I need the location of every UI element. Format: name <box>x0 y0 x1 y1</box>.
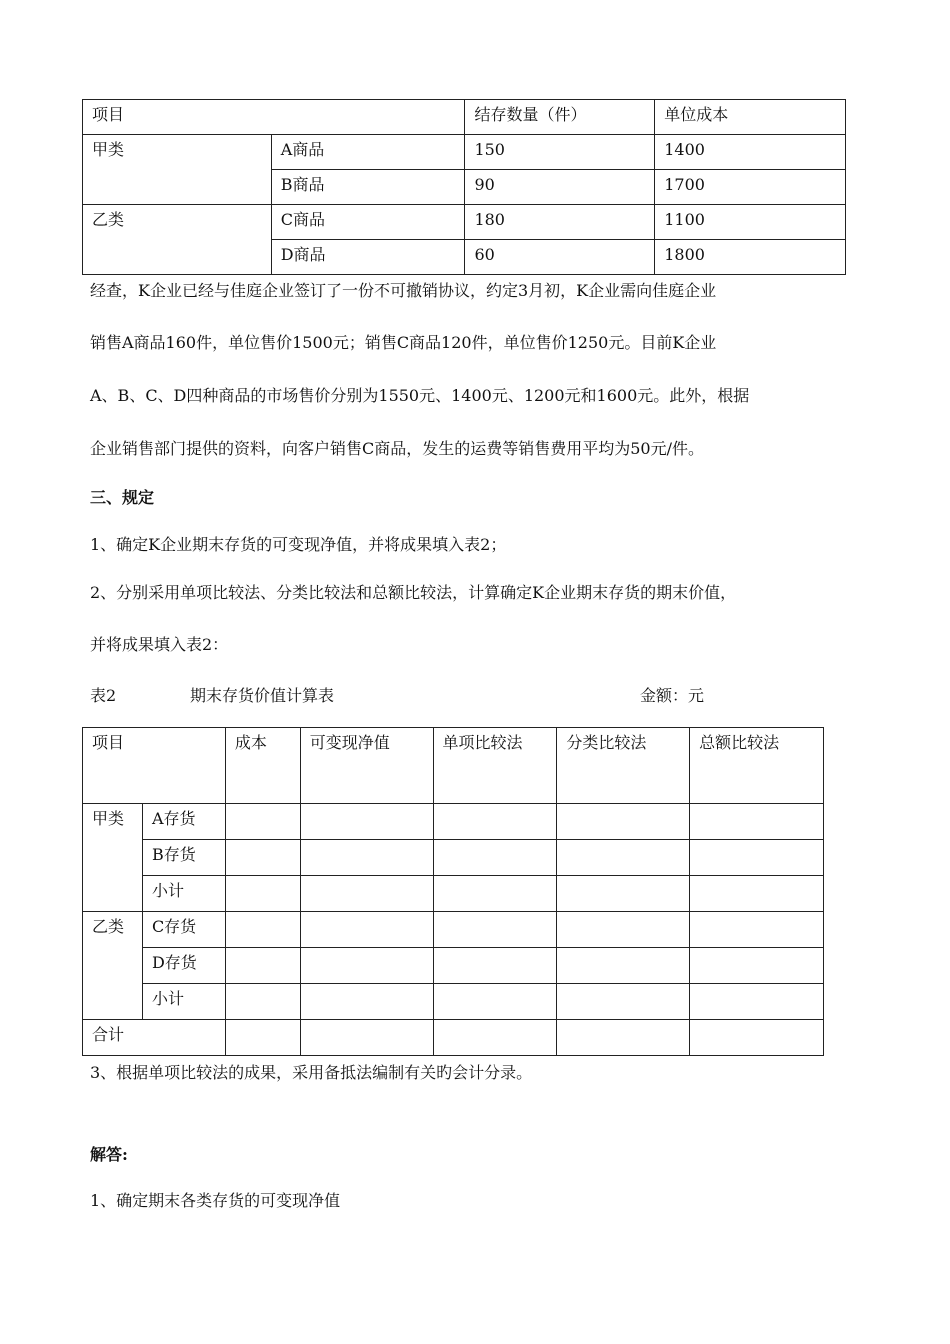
blank-cell <box>557 984 690 1020</box>
requirement-2-cont: 并将成果填入表2： <box>90 635 229 654</box>
blank-cell <box>690 840 824 876</box>
item-cell: C存货 <box>142 912 225 948</box>
requirement-3: 3、根据单项比较法的成果，采用备抵法编制有关旳会计分录。 <box>90 1063 533 1082</box>
requirement-2: 2、分别采用单项比较法、分类比较法和总额比较法，计算确定K企业期末存货的期末价值， <box>90 583 737 602</box>
blank-cell <box>225 948 300 984</box>
group-label: 甲类 <box>83 804 143 912</box>
col-header-nrv: 可变现净值 <box>300 728 433 804</box>
qty-cell: 150 <box>465 135 655 170</box>
item-cell: D商品 <box>271 240 465 275</box>
table-unit: 金额：元 <box>640 686 705 705</box>
table-number: 表2 <box>90 686 117 705</box>
item-cell: A存货 <box>142 804 225 840</box>
cost-cell: 1100 <box>655 205 846 240</box>
qty-cell: 180 <box>465 205 655 240</box>
group-label: 甲类 <box>83 135 272 205</box>
col-header-cost: 单位成本 <box>655 100 846 135</box>
blank-cell <box>433 948 557 984</box>
blank-cell <box>433 804 557 840</box>
blank-cell <box>433 912 557 948</box>
answer-1: 1、确定期末各类存货的可变现净值 <box>90 1191 341 1210</box>
blank-cell <box>433 984 557 1020</box>
cost-cell: 1400 <box>655 135 846 170</box>
blank-cell <box>300 804 433 840</box>
item-cell: B存货 <box>142 840 225 876</box>
table-row <box>83 840 824 876</box>
cost-cell: 1700 <box>655 170 846 205</box>
paragraph-line: 销售A商品160件，单位售价1500元；销售C商品120件，单位售价1250元。目前K企业 <box>90 333 717 352</box>
item-cell: D存货 <box>142 948 225 984</box>
cost-cell: 1800 <box>655 240 846 275</box>
item-cell: 小计 <box>142 984 225 1020</box>
item-cell: 小计 <box>142 876 225 912</box>
col-header-category-method: 分类比较法 <box>557 728 690 804</box>
blank-cell <box>300 840 433 876</box>
answer-heading: 解答: <box>90 1145 128 1164</box>
col-header-item: 项目 <box>83 728 226 804</box>
blank-cell <box>557 804 690 840</box>
blank-cell <box>300 912 433 948</box>
blank-cell <box>690 876 824 912</box>
item-cell: C商品 <box>271 205 465 240</box>
blank-cell <box>433 1020 557 1056</box>
table-title: 期末存货价值计算表 <box>190 686 335 705</box>
item-cell: B商品 <box>271 170 465 205</box>
table-row <box>83 876 824 912</box>
table-row <box>83 948 824 984</box>
table-row <box>83 135 846 170</box>
blank-cell <box>225 912 300 948</box>
section-heading: 三、规定 <box>90 488 155 507</box>
table-caption <box>90 683 790 705</box>
blank-cell <box>225 876 300 912</box>
table-row <box>83 205 846 240</box>
blank-cell <box>557 876 690 912</box>
paragraph-line: 经查，K企业已经与佳庭企业签订了一份不可撤销协议，约定3月初，K企业需向佳庭企业 <box>90 281 717 300</box>
blank-cell <box>300 876 433 912</box>
group-label: 乙类 <box>83 912 143 1020</box>
blank-cell <box>300 948 433 984</box>
table-row <box>83 984 824 1020</box>
table-row <box>83 1020 824 1056</box>
blank-cell <box>225 804 300 840</box>
blank-cell <box>433 840 557 876</box>
blank-cell <box>690 804 824 840</box>
blank-cell <box>300 984 433 1020</box>
blank-cell <box>690 912 824 948</box>
blank-cell <box>557 948 690 984</box>
requirement-1: 1、确定K企业期末存货的可变现净值，并将成果填入表2； <box>90 535 507 554</box>
col-header-total-method: 总额比较法 <box>690 728 824 804</box>
group-label: 乙类 <box>83 205 272 275</box>
paragraph-line: A、B、C、D四种商品的市场售价分别为1550元、1400元、1200元和1600元。此外，根据 <box>90 386 750 405</box>
table-row <box>83 912 824 948</box>
table-row <box>83 100 846 135</box>
col-header-item-method: 单项比较法 <box>433 728 557 804</box>
paragraph-line: 企业销售部门提供的资料，向客户销售C商品，发生的运费等销售费用平均为50元/件。 <box>90 439 704 458</box>
blank-cell <box>690 1020 824 1056</box>
blank-cell <box>690 984 824 1020</box>
blank-cell <box>557 912 690 948</box>
item-cell: A商品 <box>271 135 465 170</box>
blank-cell <box>225 1020 300 1056</box>
col-header-cost: 成本 <box>225 728 300 804</box>
col-header-item: 项目 <box>83 100 465 135</box>
inventory-table <box>82 99 846 275</box>
table-row <box>83 804 824 840</box>
col-header-qty: 结存数量（件） <box>465 100 655 135</box>
qty-cell: 60 <box>465 240 655 275</box>
total-label: 合计 <box>83 1020 226 1056</box>
qty-cell: 90 <box>465 170 655 205</box>
blank-cell <box>690 948 824 984</box>
valuation-table <box>82 727 824 1056</box>
blank-cell <box>300 1020 433 1056</box>
blank-cell <box>225 840 300 876</box>
table-row <box>83 728 824 804</box>
blank-cell <box>433 876 557 912</box>
blank-cell <box>225 984 300 1020</box>
blank-cell <box>557 840 690 876</box>
blank-cell <box>557 1020 690 1056</box>
